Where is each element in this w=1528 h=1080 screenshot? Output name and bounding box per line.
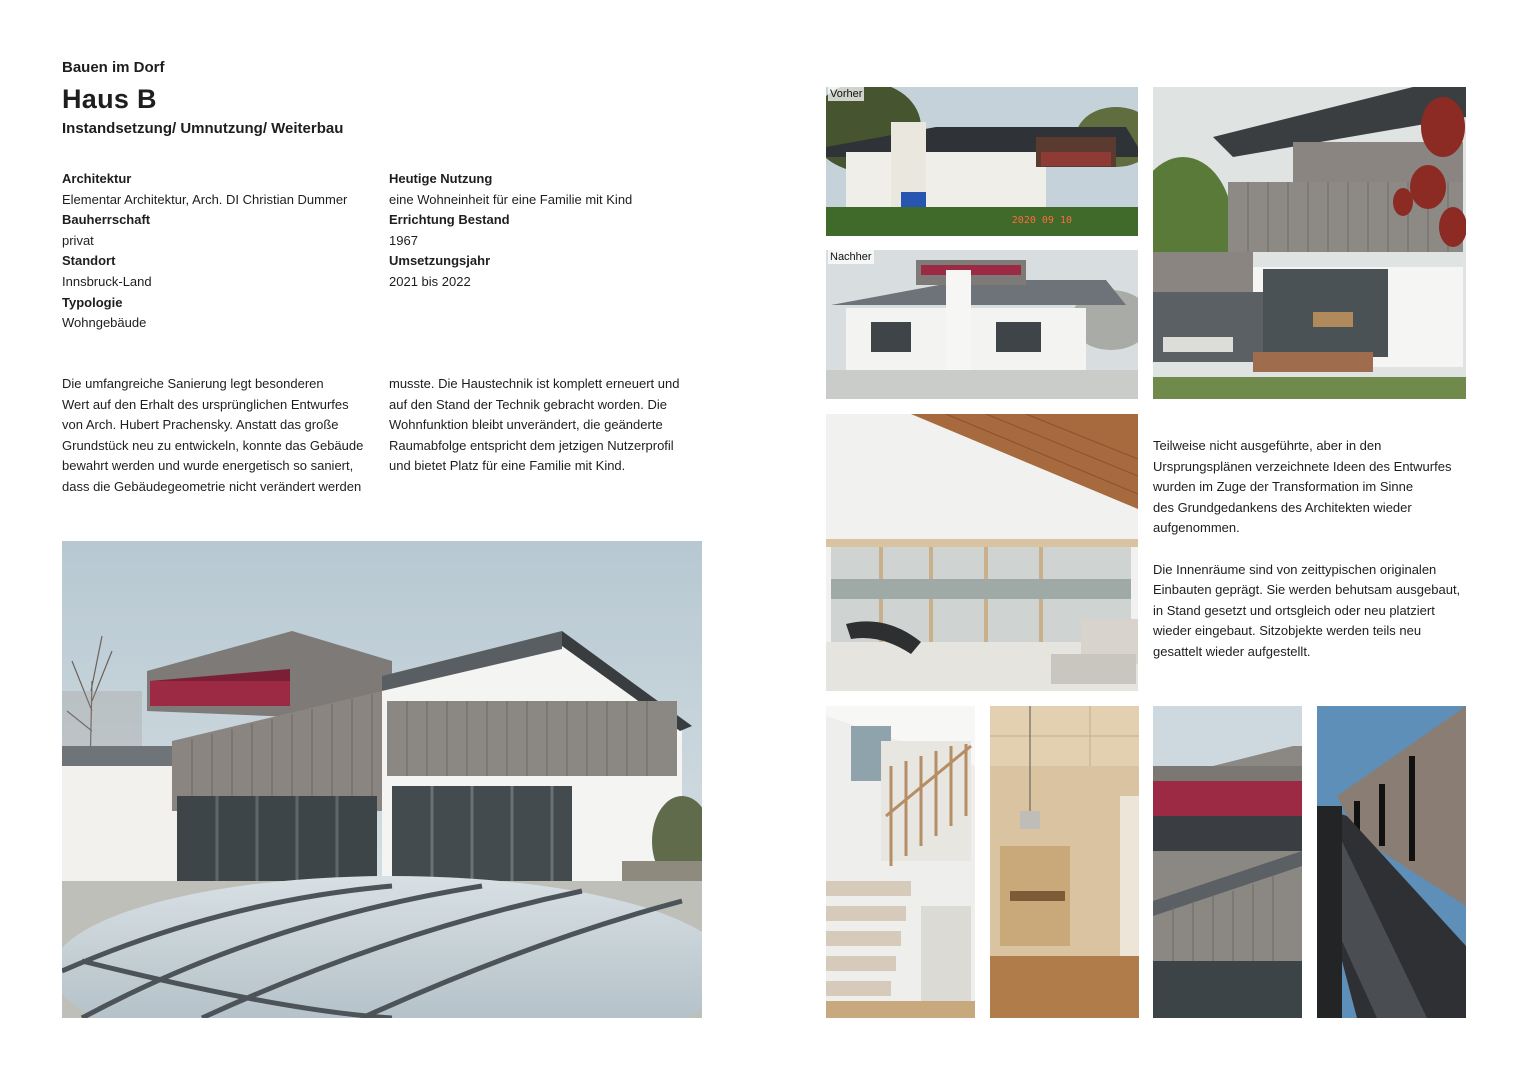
desc-line: in Stand gesetzt und ortsgleich oder neu platziert (1153, 602, 1435, 618)
body-line: Raumabfolge entspricht dem jetzigen Nutzerprofil (389, 437, 674, 453)
fact-label: Standort (62, 253, 116, 269)
facade-detail-photo (1153, 706, 1302, 1018)
after-label: Nachher (830, 251, 872, 263)
main-house-photo (62, 541, 702, 1018)
body-line: Grundstück neu zu entwickeln, konnte das Gebäude (62, 437, 364, 453)
fact-label: Typologie (62, 294, 123, 310)
fact-value: Innsbruck-Land (62, 273, 152, 289)
facts-left (62, 169, 382, 334)
body-text-left (62, 374, 382, 498)
desc-line: aufgenommen. (1153, 520, 1240, 536)
fact-value: privat (62, 232, 94, 248)
body-line: dass die Gebäudegeometrie nicht verändert werden (62, 478, 362, 494)
fact-label: Heutige Nutzung (389, 171, 493, 186)
description-paragraph (1153, 436, 1473, 539)
photo-date-stamp: 2020 09 10 (1011, 215, 1072, 226)
desc-line: Teilweise nicht ausgeführte, aber in den (1153, 438, 1382, 453)
fact-value: Wohngebäude (62, 315, 147, 331)
fact-label: Architektur (62, 171, 132, 186)
fact-label: Bauherrschaft (62, 212, 151, 228)
before-label: Vorher (830, 88, 863, 100)
interior-living-photo (826, 414, 1138, 691)
page-title: Haus B (62, 84, 157, 114)
body-line: auf den Stand der Technik gebracht worden. Die (389, 396, 667, 412)
desc-line: wieder eingebaut. Sitzobjekte werden teils neu (1153, 623, 1422, 639)
fact-value: 1967 (389, 232, 418, 248)
facts-right (389, 169, 709, 293)
body-text-right (389, 374, 709, 477)
body-line: Die umfangreiche Sanierung legt besonderen (62, 376, 324, 391)
desc-line: Einbauten geprägt. Sie werden behutsam ausgebaut, (1153, 582, 1461, 598)
roof-edge-photo (1317, 706, 1466, 1018)
fact-value: 2021 bis 2022 (389, 273, 471, 289)
description-paragraph (1153, 560, 1473, 663)
body-line: Wohnfunktion bleibt unverändert, die geänderte (389, 417, 663, 433)
body-line: und bietet Platz für eine Familie mit Kind. (389, 458, 626, 474)
section-kicker: Bauen im Dorf (62, 59, 165, 76)
page-subtitle: Instandsetzung/ Umnutzung/ Weiterbau (62, 120, 344, 137)
wooden-dining-room-photo (990, 706, 1139, 1018)
fact-label: Errichtung Bestand (389, 212, 510, 228)
fact-label: Umsetzungsjahr (389, 253, 491, 269)
body-line: Wert auf den Erhalt des ursprünglichen Entwurfes (62, 396, 349, 412)
desc-line: Ursprungsplänen verzeichnete Ideen des Entwurfes (1153, 458, 1452, 474)
desc-line: gesattelt wieder aufgestellt. (1153, 643, 1311, 659)
desc-line: des Grundgedankens des Architekten wieder (1153, 499, 1412, 515)
after-photo (826, 250, 1138, 399)
desc-line: Die Innenräume sind von zeittypischen originalen (1153, 561, 1437, 577)
staircase-photo (826, 706, 975, 1018)
desc-line: wurden im Zuge der Transformation im Sinne (1153, 479, 1414, 495)
body-line: bewahrt werden und wurde energetisch so saniert, (62, 458, 354, 474)
description-text (1153, 436, 1473, 683)
balcony-photo (1153, 87, 1466, 399)
body-line: musste. Die Haustechnik ist komplett erneuert und (389, 376, 680, 391)
fact-value: Elementar Architektur, Arch. DI Christian Dummer (62, 191, 348, 207)
body-line: von Arch. Hubert Prachensky. Anstatt das große (62, 417, 339, 433)
fact-value: eine Wohneinheit für eine Familie mit Kind (389, 191, 633, 207)
before-photo (826, 87, 1138, 236)
